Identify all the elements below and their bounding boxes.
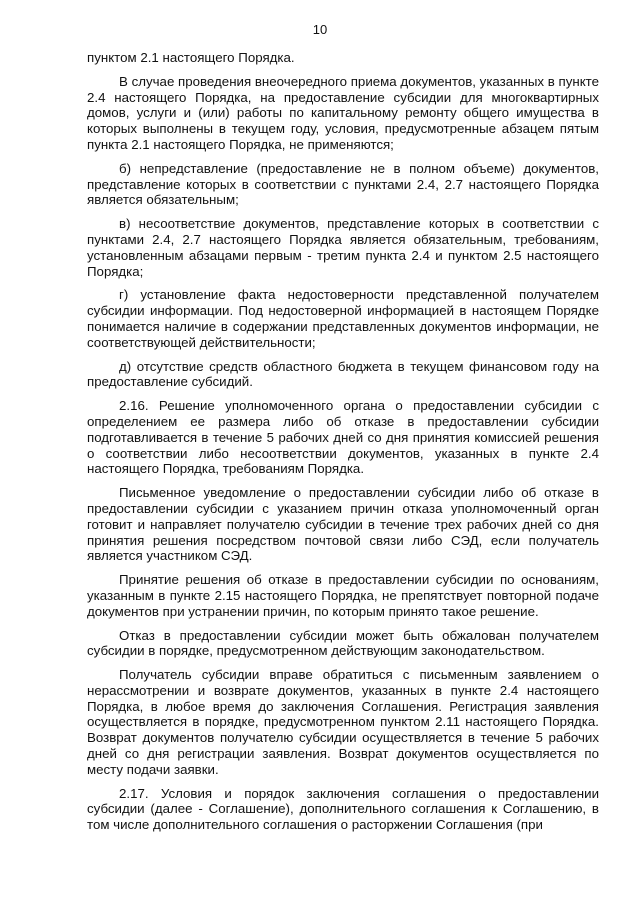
document-body	[87, 50, 599, 841]
paragraph-refusal-resubmission: Принятие решения об отказе в предоставлении субсидии по основаниям, указанным в пункте 2.15 настоящего Порядка, не препятствует повторной подаче документов при устранении причин, по которым принято такое решение.	[87, 572, 599, 619]
paragraph-item-v: в) несоответствие документов, представление которых в соответствии с пунктами 2.4, 2.7 настоящего Порядка является обязательным, требованиям, установленным абзацами первым - третим пункта 2.4 и пунктом 2.5 настоящего Порядка;	[87, 216, 599, 279]
page-number: 10	[312, 22, 328, 37]
paragraph-2-17: 2.17. Условия и порядок заключения соглашения о предоставлении субсидии (далее - Соглашение), дополнительного соглашения к Соглашению, в том числе дополнительного соглашения о расторжении Соглашения (при	[87, 785, 599, 833]
paragraph-withdrawal: Получатель субсидии вправе обратиться с письменным заявлением о нерассмотрении и возврате документов, указанных в пункте 2.4 настоящего Порядка, в любое время до заключения Соглашения. Регистрация заявления осуществляется в порядке, предусмотренном пунктом 2.11 настоящего Порядка. Возврат документов получателю субсидии осуществляется в течение 5 рабочих дней со дня регистрации заявления. Возврат документов осуществляется по месту подачи заявки.	[87, 667, 599, 777]
paragraph-continuation: пунктом 2.1 настоящего Порядка.	[87, 50, 295, 65]
paragraph-extraordinary-intake: В случае проведения внеочередного приема документов, указанных в пункте 2.4 настоящего Порядка, на предоставление субсидии для многоквартирных домов, услуги и (или) работы по капитальному ремонту общего имущества в которых выполнены в текущем году, условия, предусмотренные абзацем пятым пункта 2.1 настоящего Порядка, не применяются;	[87, 73, 599, 152]
paragraph-item-b: б) непредставление (предоставление не в полном объеме) документов, представление которых в соответствии с пунктами 2.4, 2.7 настоящего Порядка является обязательным;	[87, 160, 599, 208]
paragraph-item-g: г) установление факта недостоверности представленной получателем субсидии информации. Под недостоверной информацией в настоящем Порядке понимается наличие в содержании представленных документов информации, не соответствующей действительности;	[87, 287, 599, 350]
paragraph-2-16: 2.16. Решение уполномоченного органа о предоставлении субсидии с определением ее размера либо об отказе в предоставлении субсидии подготавливается в течение 5 рабочих дней со дня принятия комиссией решения о соответствии либо несоответствии документов, указанных в пункте 2.4 настоящего Порядка, требованиям Порядка.	[87, 398, 599, 477]
paragraph-item-d: д) отсутствие средств областного бюджета в текущем финансовом году на предоставление субсидий.	[87, 358, 599, 390]
paragraph-appeal: Отказ в предоставлении субсидии может быть обжалован получателем субсидии в порядке, предусмотренном действующим законодательством.	[87, 627, 599, 659]
paragraph-written-notice: Письменное уведомление о предоставлении субсидии либо об отказе в предоставлении субсидии с указанием причин отказа уполномоченный орган готовит и направляет получателю субсидии в течение трех рабочих дней со дня принятия решения посредством почтовой связи либо СЭД, если получатель является участником СЭД.	[87, 485, 599, 564]
